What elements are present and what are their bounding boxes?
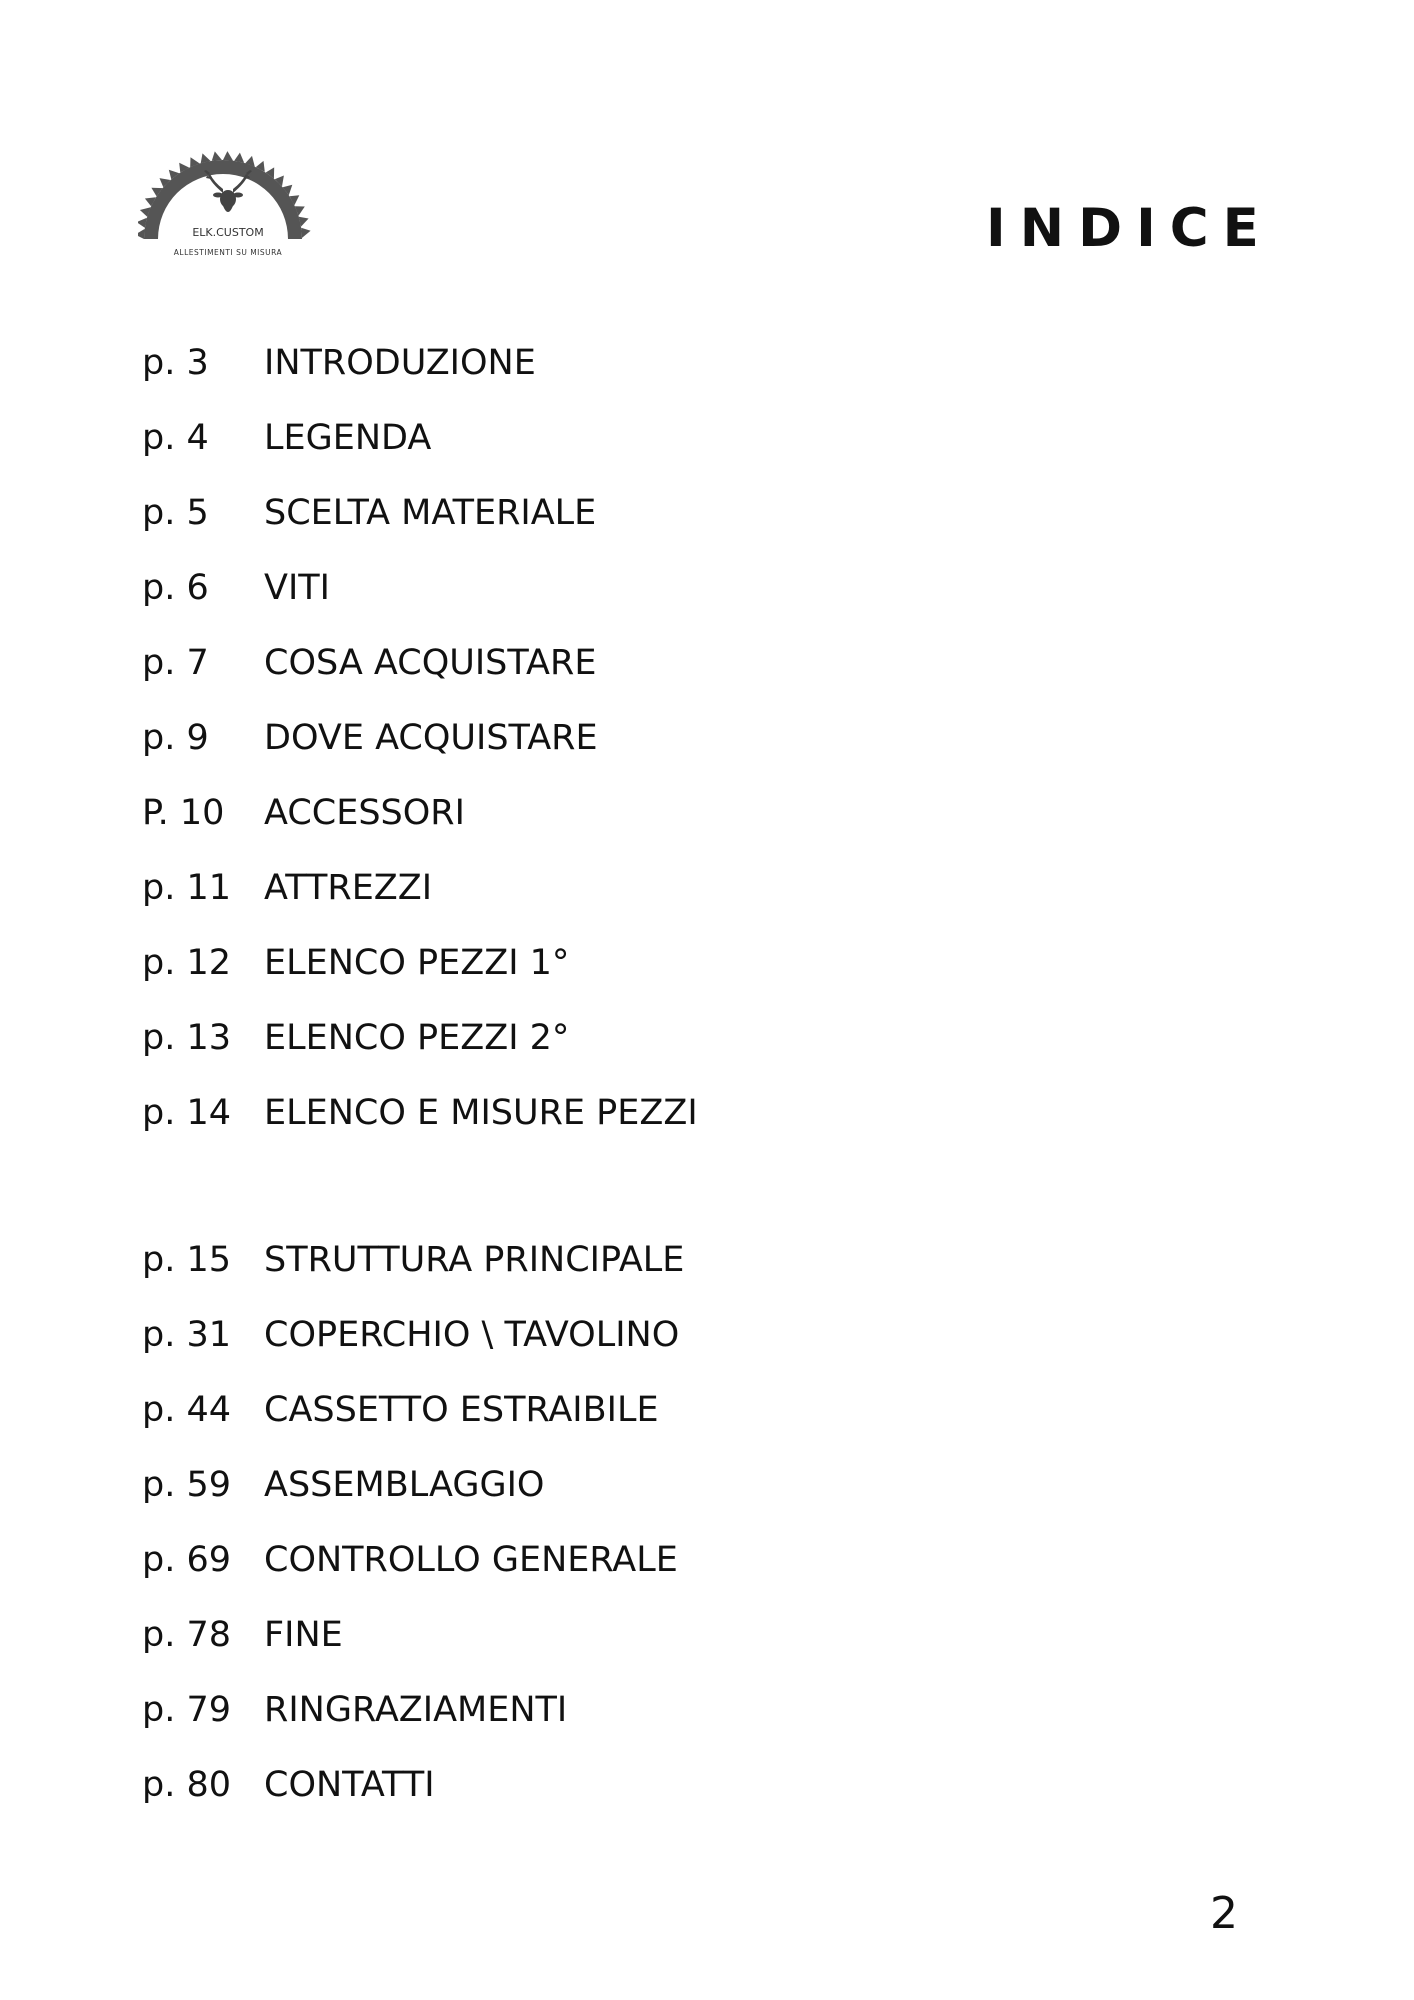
toc-entry bbox=[142, 863, 1042, 913]
toc-page-ref: p. 9 bbox=[142, 718, 209, 758]
toc-section-title: ACCESSORI bbox=[264, 793, 465, 833]
toc-section-title: CASSETTO ESTRAIBILE bbox=[264, 1390, 659, 1430]
toc-entry bbox=[142, 488, 1042, 538]
toc-section-title: ATTREZZI bbox=[264, 868, 433, 908]
toc-entry bbox=[142, 563, 1042, 613]
toc-page-ref: p. 7 bbox=[142, 643, 209, 683]
logo-brand-text: ELK.CUSTOM bbox=[192, 226, 264, 239]
toc-section-title: COPERCHIO \ TAVOLINO bbox=[264, 1315, 680, 1355]
toc-entry bbox=[142, 1535, 1042, 1585]
saw-tooth bbox=[301, 239, 311, 249]
page-number: 2 bbox=[1210, 1888, 1238, 1939]
toc-page-ref: p. 59 bbox=[142, 1465, 232, 1505]
toc-section-title: LEGENDA bbox=[264, 418, 432, 458]
toc-section-title: CONTROLLO GENERALE bbox=[264, 1540, 678, 1580]
toc-entry bbox=[142, 1685, 1042, 1735]
elk-custom-logo bbox=[138, 145, 318, 265]
elk-saw-blade-icon bbox=[138, 145, 318, 265]
toc-entry bbox=[142, 938, 1042, 988]
toc-entry bbox=[142, 1460, 1042, 1510]
toc-section-title: CONTATTI bbox=[264, 1765, 435, 1805]
toc-entry bbox=[142, 1385, 1042, 1435]
saw-tooth bbox=[212, 151, 222, 160]
toc-page-ref: p. 79 bbox=[142, 1690, 232, 1730]
toc-section-title: ELENCO PEZZI 2° bbox=[264, 1018, 570, 1058]
toc-page-ref: p. 69 bbox=[142, 1540, 232, 1580]
toc-entry bbox=[142, 1235, 1042, 1285]
toc-entry bbox=[142, 413, 1042, 463]
page-title: INDICE bbox=[986, 198, 1273, 259]
toc-page-ref: p. 78 bbox=[142, 1615, 232, 1655]
toc-page-ref: p. 15 bbox=[142, 1240, 232, 1280]
toc-entry bbox=[142, 338, 1042, 388]
toc-page-ref: p. 80 bbox=[142, 1765, 232, 1805]
toc-entry bbox=[142, 788, 1042, 838]
toc-page-ref: P. 10 bbox=[142, 793, 225, 833]
toc-entry bbox=[142, 713, 1042, 763]
logo-tagline-text: ALLESTIMENTI SU MISURA bbox=[173, 248, 283, 257]
toc-entry bbox=[142, 1013, 1042, 1063]
toc-section-title: FINE bbox=[264, 1615, 343, 1655]
toc-entry bbox=[142, 638, 1042, 688]
toc-section-title: COSA ACQUISTARE bbox=[264, 643, 597, 683]
toc-page-ref: p. 4 bbox=[142, 418, 209, 458]
saw-tooth bbox=[138, 229, 145, 239]
toc-page-ref: p. 13 bbox=[142, 1018, 232, 1058]
toc-section-title: RINGRAZIAMENTI bbox=[264, 1690, 568, 1730]
toc-entry bbox=[142, 1760, 1042, 1810]
toc-section-title: DOVE ACQUISTARE bbox=[264, 718, 598, 758]
saw-tooth bbox=[223, 151, 233, 161]
toc-section-title: STRUTTURA PRINCIPALE bbox=[264, 1240, 685, 1280]
toc-page-ref: p. 14 bbox=[142, 1093, 232, 1133]
toc-section-title: VITI bbox=[264, 568, 330, 608]
toc-page-ref: p. 5 bbox=[142, 493, 209, 533]
toc-section-title: INTRODUZIONE bbox=[264, 343, 536, 383]
toc-entry bbox=[142, 1310, 1042, 1360]
toc-entry bbox=[142, 1088, 1042, 1138]
toc-page-ref: p. 44 bbox=[142, 1390, 232, 1430]
toc-section-title: ASSEMBLAGGIO bbox=[264, 1465, 545, 1505]
toc-section-title: ELENCO E MISURE PEZZI bbox=[264, 1093, 698, 1133]
toc-page-ref: p. 12 bbox=[142, 943, 232, 983]
toc-page-ref: p. 11 bbox=[142, 868, 232, 908]
toc-page-ref: p. 31 bbox=[142, 1315, 232, 1355]
toc-page-ref: p. 6 bbox=[142, 568, 209, 608]
toc-entry bbox=[142, 1610, 1042, 1660]
toc-page-ref: p. 3 bbox=[142, 343, 209, 383]
saw-tooth bbox=[301, 228, 310, 238]
toc-section-title: SCELTA MATERIALE bbox=[264, 493, 597, 533]
toc-section-title: ELENCO PEZZI 1° bbox=[264, 943, 570, 983]
